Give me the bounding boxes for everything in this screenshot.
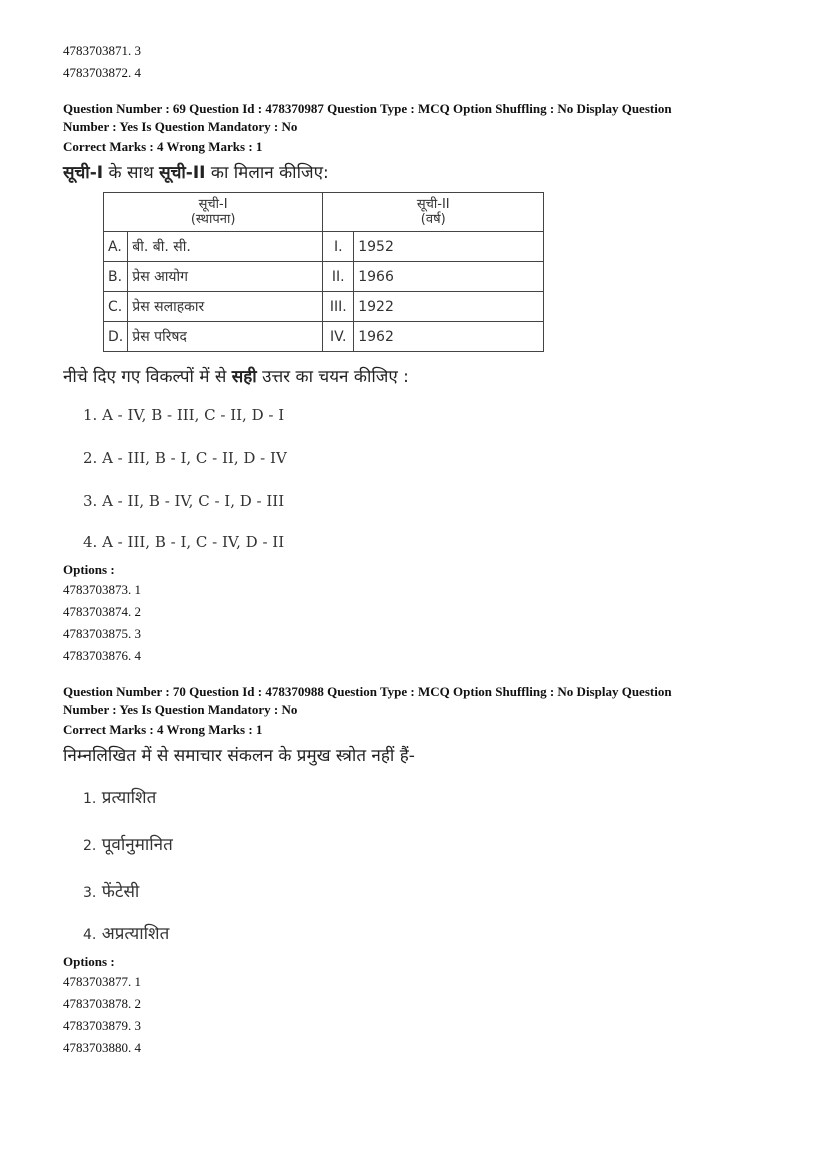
question-meta-line: Number : Yes Is Question Mandatory : No: [63, 702, 298, 717]
table-row: [104, 232, 544, 262]
choice-number: 2.: [83, 838, 97, 854]
heading-list-2: सूची-II: [159, 163, 206, 183]
choice-item: [83, 916, 763, 953]
choice-text: अप्रत्याशित: [101, 924, 170, 944]
row-letter: D.: [104, 322, 128, 352]
header-right-subtitle: (वर्ष): [420, 212, 446, 227]
heading-end: का मिलान कीजिए:: [205, 163, 329, 183]
table-row: [104, 322, 544, 352]
choice-item: [83, 775, 763, 822]
row-year: 1962: [354, 322, 544, 352]
row-roman: I.: [323, 232, 354, 262]
choice-list: [63, 775, 763, 953]
question-heading: [63, 160, 763, 186]
choice-text: फेंटेसी: [101, 882, 140, 902]
choice-number: 1.: [83, 791, 97, 807]
choice-item: 3. A - II, B - IV, C - I, D - III: [83, 492, 285, 510]
table-row: [104, 292, 544, 322]
row-item: बी. बी. सी.: [128, 232, 323, 262]
question-marks: Correct Marks : 4 Wrong Marks : 1: [63, 722, 263, 737]
table-row: [104, 262, 544, 292]
row-item: प्रेस आयोग: [128, 262, 323, 292]
heading-list-1: सूची-I: [63, 163, 104, 183]
option-line: 4783703878. 2: [63, 996, 141, 1011]
choice-text: पूर्वानुमानित: [101, 835, 173, 855]
table-header-row: [104, 193, 544, 232]
choice-text: प्रत्याशित: [101, 788, 157, 808]
question-70: [63, 683, 763, 1059]
option-line: 4783703874. 2: [63, 604, 141, 619]
option-line: 4783703879. 3: [63, 1018, 141, 1033]
row-letter: B.: [104, 262, 128, 292]
match-table: [103, 192, 544, 352]
question-meta-line: Number : Yes Is Question Mandatory : No: [63, 119, 298, 134]
question-instruction: [63, 364, 763, 390]
document-page: [63, 40, 763, 1059]
option-line: 4783703877. 1: [63, 974, 141, 989]
choice-list: [63, 394, 763, 561]
option-line: 4783703876. 4: [63, 648, 141, 663]
instruction-end: उत्तर का चयन कीजिए :: [256, 367, 409, 387]
instruction-emphasis: सही: [231, 367, 257, 387]
option-line: 4783703872. 4: [63, 65, 141, 80]
option-line: 4783703880. 4: [63, 1040, 141, 1055]
question-marks: Correct Marks : 4 Wrong Marks : 1: [63, 139, 263, 154]
question-meta-line: Question Number : 70 Question Id : 478370988 Question Type : MCQ Option Shuffling : No Display Question: [63, 684, 672, 699]
choice-number: 3.: [83, 885, 97, 901]
choice-item: 2. A - III, B - I, C - II, D - IV: [83, 449, 287, 467]
header-right-title: सूची-II: [416, 197, 450, 212]
question-meta-line: Question Number : 69 Question Id : 478370987 Question Type : MCQ Option Shuffling : No Display Question: [63, 101, 672, 116]
row-year: 1952: [354, 232, 544, 262]
header-left-title: सूची-I: [198, 197, 228, 212]
row-roman: II.: [323, 262, 354, 292]
prev-option-list: [63, 40, 763, 84]
option-line: 4783703871. 3: [63, 43, 141, 58]
table-header-right: [323, 193, 544, 232]
option-line: 4783703875. 3: [63, 626, 141, 641]
heading-connector: के साथ: [103, 163, 160, 183]
instruction-start: नीचे दिए गए विकल्पों में से: [63, 367, 232, 387]
options-label: Options :: [63, 954, 115, 969]
question-69: [63, 100, 763, 667]
choice-item: 4. A - III, B - I, C - IV, D - II: [83, 533, 285, 551]
choice-item: [83, 822, 763, 869]
table-header-left: [104, 193, 323, 232]
row-item: प्रेस परिषद: [128, 322, 323, 352]
row-roman: IV.: [323, 322, 354, 352]
choice-number: 4.: [83, 927, 97, 943]
choice-item: 1. A - IV, B - III, C - II, D - I: [83, 406, 285, 424]
row-year: 1966: [354, 262, 544, 292]
options-label: Options :: [63, 562, 115, 577]
row-year: 1922: [354, 292, 544, 322]
option-list: [63, 579, 763, 667]
header-left-subtitle: (स्थापना): [190, 212, 236, 227]
row-item: प्रेस सलाहकार: [128, 292, 323, 322]
row-letter: C.: [104, 292, 128, 322]
question-heading: निम्नलिखित में से समाचार संकलन के प्रमुख स्त्रोत नहीं हैं-: [63, 746, 415, 766]
row-roman: III.: [323, 292, 354, 322]
option-list: [63, 971, 763, 1059]
choice-item: [83, 869, 763, 916]
option-line: 4783703873. 1: [63, 582, 141, 597]
row-letter: A.: [104, 232, 128, 262]
